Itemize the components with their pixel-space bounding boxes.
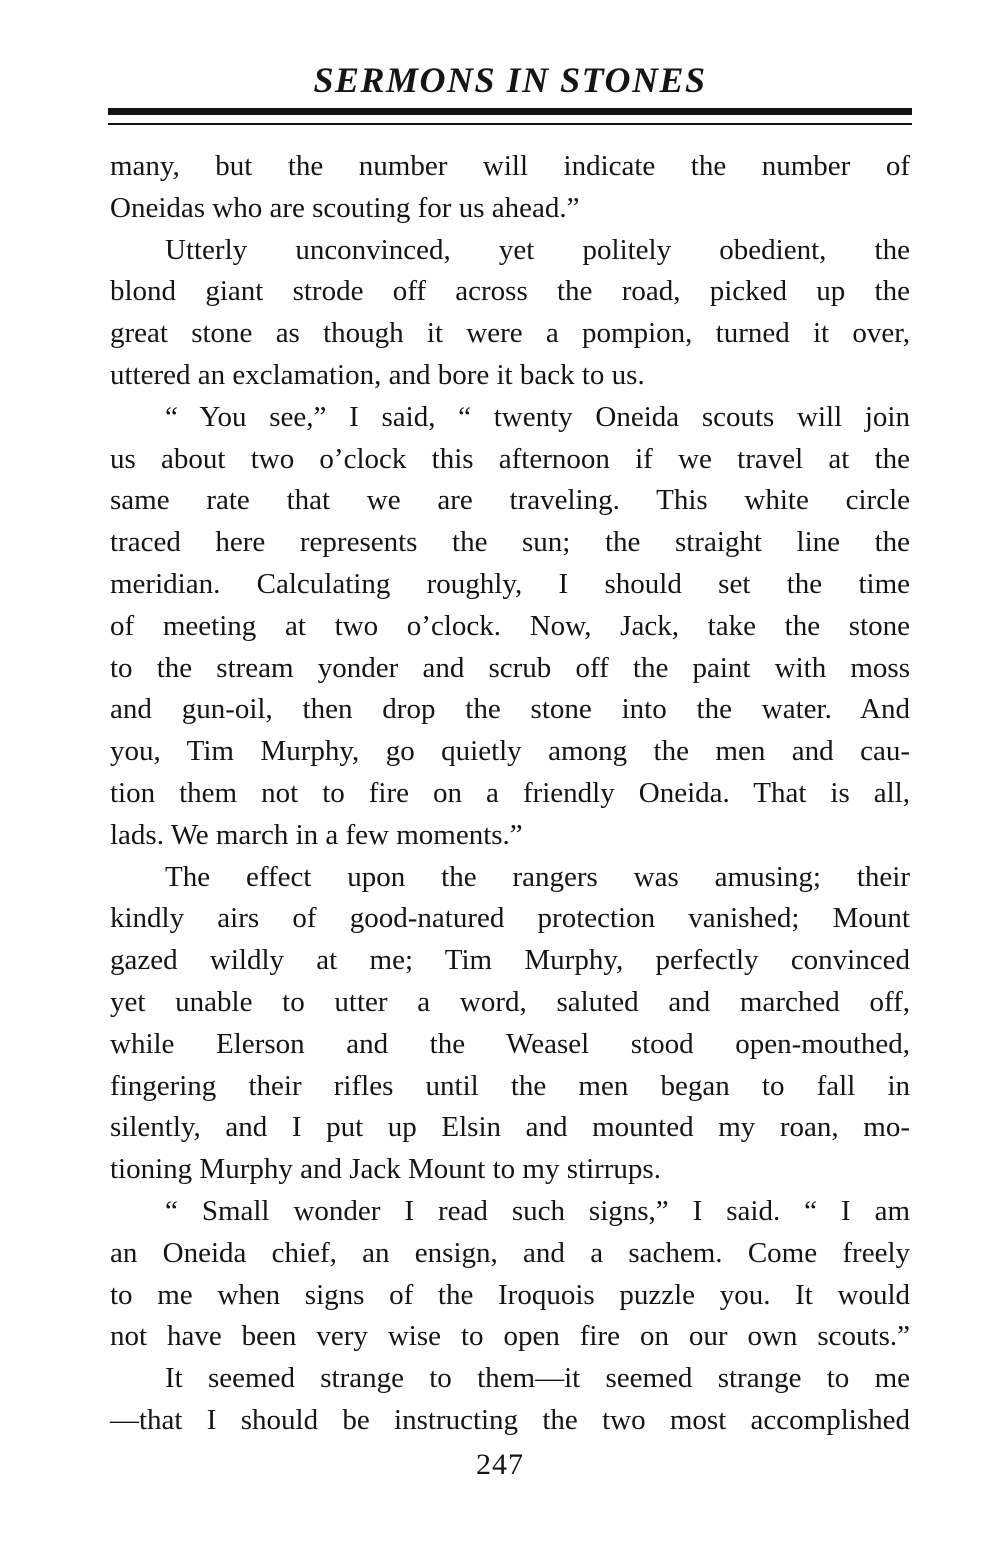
text-line: uttered an exclamation, and bore it back to us. [110, 358, 645, 391]
text-line: blond giant strode off across the road, picked up the [110, 275, 910, 308]
text-line: meridian. Calculating roughly, I should set the time [110, 567, 910, 600]
body-text [110, 146, 910, 1442]
page-number: 247 [476, 1448, 524, 1481]
text-line: gazed wildly at me; Tim Murphy, perfectly convinced [110, 944, 910, 977]
text-line: traced here represents the sun; the straight line the [110, 526, 910, 559]
text-line: of meeting at two o’clock. Now, Jack, take the stone [110, 609, 910, 642]
text-line: not have been very wise to open fire on our own scouts.” [110, 1320, 910, 1353]
text-line: us about two o’clock this afternoon if we travel at the [110, 442, 910, 475]
text-line: you, Tim Murphy, go quietly among the men and cau- [110, 735, 910, 768]
text-line: It seemed strange to them—it seemed strange to me [165, 1362, 910, 1395]
header-rule-thick [108, 108, 912, 115]
text-line: silently, and I put up Elsin and mounted my roan, mo- [110, 1111, 910, 1144]
text-line: tioning Murphy and Jack Mount to my stirrups. [110, 1153, 661, 1186]
text-line: and gun-oil, then drop the stone into the water. And [110, 693, 910, 726]
text-line: —that I should be instructing the two most accomplished [110, 1403, 910, 1436]
text-line: many, but the number will indicate the number of [110, 150, 910, 182]
text-line: “ You see,” I said, “ twenty Oneida scouts will join [165, 400, 910, 433]
text-line: fingering their rifles until the men began to fall in [110, 1069, 910, 1102]
text-line: same rate that we are traveling. This white circle [110, 484, 910, 517]
text-line: tion them not to fire on a friendly Oneida. That is all, [110, 776, 910, 809]
text-line: Oneidas who are scouting for us ahead.” [110, 191, 580, 224]
header-rule-thin [108, 123, 912, 125]
running-head: SERMONS IN STONES [313, 60, 707, 100]
text-line: great stone as though it were a pompion, turned it over, [110, 317, 910, 350]
text-line: while Elerson and the Weasel stood open-mouthed, [110, 1027, 910, 1060]
text-line: “ Small wonder I read such signs,” I said. “ I am [165, 1194, 910, 1227]
text-line: Utterly unconvinced, yet politely obedient, the [165, 233, 910, 266]
text-line: kindly airs of good-natured protection vanished; Mount [110, 902, 910, 935]
text-line: lads. We march in a few moments.” [110, 818, 523, 851]
text-line: an Oneida chief, an ensign, and a sachem. Come freely [110, 1236, 910, 1269]
text-line: to the stream yonder and scrub off the paint with moss [110, 651, 910, 684]
text-line: yet unable to utter a word, saluted and marched off, [110, 985, 910, 1018]
text-line: to me when signs of the Iroquois puzzle you. It would [110, 1278, 910, 1311]
text-line: The effect upon the rangers was amusing; their [165, 860, 910, 893]
